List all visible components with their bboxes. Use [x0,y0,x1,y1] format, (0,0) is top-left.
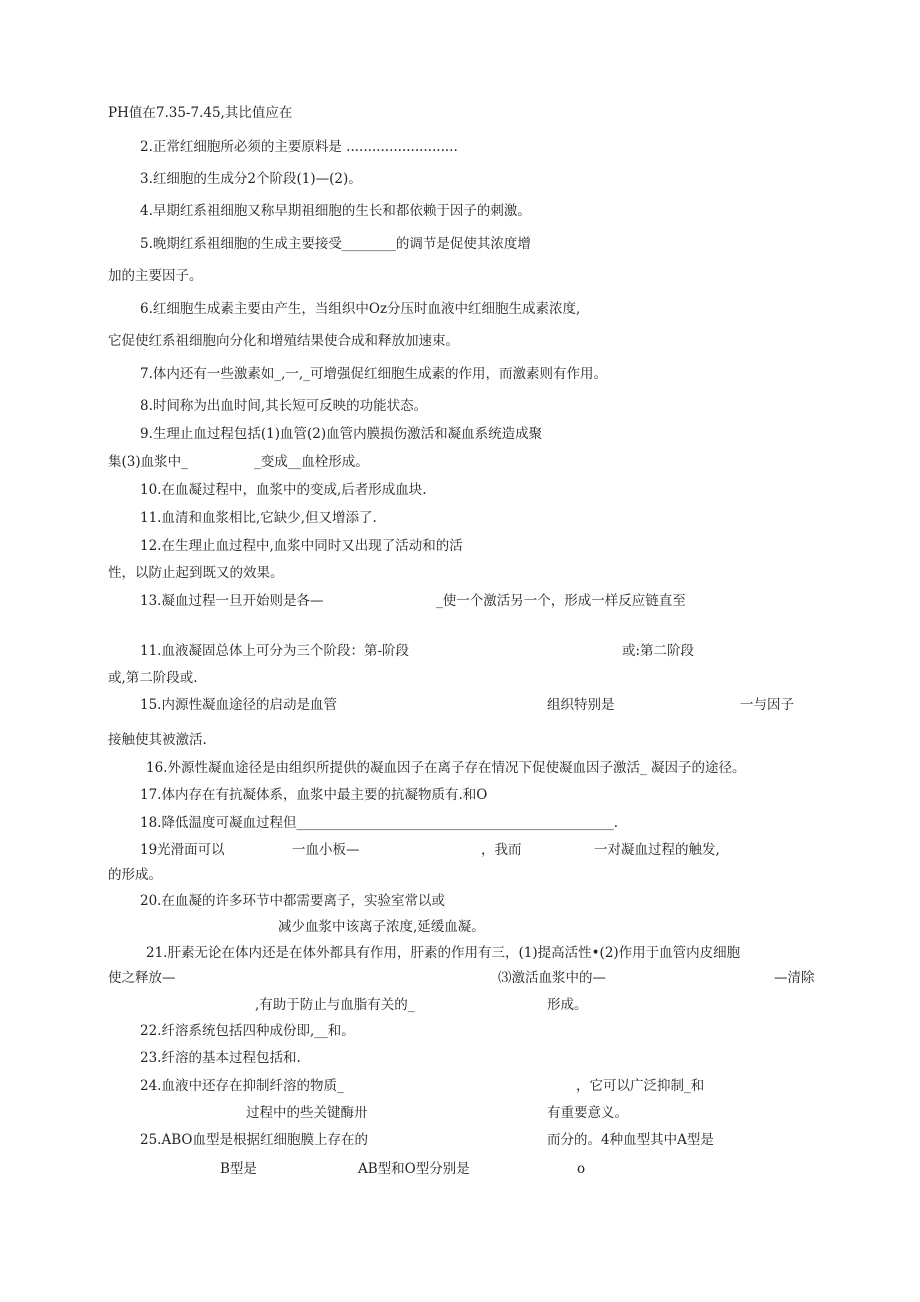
text-line: 集(3)血浆中_ [108,454,188,470]
text-line: ⑶激活血浆中的— [498,970,606,986]
text-line: 19光滑面可以 [140,842,225,858]
text-line: 4.早期红系祖细胞又称早期祖细胞的生长和都依赖于因子的刺激。 [140,203,531,219]
text-line: 9.生理止血过程包括(1)血管(2)血管内膜损伤激活和凝血系统造成聚 [140,426,543,442]
text-line: 20.在血凝的许多环节中都需要离子，实验室常以或 [140,893,445,909]
text-line: 一与因子 [740,697,794,713]
text-line: 24.血液中还存在抑制纤溶的物质_ [140,1078,344,1094]
text-line: ,有助于防止与血脂有关的_ [255,997,415,1013]
text-line: 形成。 [547,997,588,1013]
text-line: 11.血清和血浆相比,它缺少,但又增添了. [140,510,377,526]
text-line: 5.晚期红系祖细胞的生成主要接受________的调节是促使其浓度增 [140,236,531,252]
text-line: 而分的。4种血型其中A型是 [547,1132,714,1148]
text-line: 6.红细胞生成素主要由产生，当组织中Oz分压时血液中红细胞生成素浓度, [140,301,581,317]
text-line: 有重要意义。 [547,1105,628,1121]
text-line: 使之释放— [108,970,176,986]
text-line: 组织特别是 [547,697,615,713]
text-line: PH值在7.35-7.45,其比值应在 [108,105,293,121]
text-line: 的形成。 [108,867,162,883]
text-line: ，我而 [481,842,522,858]
text-line: 接触使其被激活. [108,732,207,748]
text-line: _使一个激活另一个，形成一样反应链直至 [436,593,686,609]
text-line: 3.红细胞的生成分2个阶段(1)—(2)。 [140,171,362,187]
text-line: 22.纤溶系统包括四种成份即,__和。 [140,1023,355,1039]
text-line: —清除 [774,970,815,986]
text-line: 15.内源性凝血途径的启动是血管 [140,697,337,713]
text-line: 23.纤溶的基本过程包括和. [140,1050,301,1066]
text-line: 18.降低温度可凝血过程但_______________________________________________. [140,815,619,831]
text-line: 减少血浆中该离子浓度,延缓血凝。 [278,919,485,935]
text-line: 一血小板— [292,842,360,858]
text-line: ，它可以广泛抑制_和 [576,1078,705,1094]
text-line: 性，以防止起到既又的效果。 [108,565,284,581]
text-line: AB型和O型分别是 [358,1161,470,1177]
text-line: B型是 [220,1161,257,1177]
text-line: 2.正常红细胞所必须的主要原料是 .......................... [140,139,458,155]
text-line: 7.体内还有一些激素如_,一,_可增强促红细胞生成素的作用，而激素则有作用。 [140,366,607,382]
text-line: 8.时间称为出血时间,其长短可反映的功能状态。 [140,398,428,414]
text-line: 13.凝血过程一旦开始则是各— [140,593,324,609]
text-line: 25.ABO血型是根据红细胞膜上存在的 [140,1132,368,1148]
text-line: 10.在血凝过程中，血浆中的变成,后者形成血块. [140,482,427,498]
text-line: 11.血液凝固总体上可分为三个阶段：第-阶段 [140,643,410,659]
text-line: 17.体内存在有抗凝体系，血浆中最主要的抗凝物质有.和O [140,787,488,803]
text-line: 或:第二阶段 [622,643,695,659]
text-line: 加的主要因子。 [108,268,203,284]
text-line: o [577,1161,586,1177]
text-line: 或,第二阶段或. [108,670,198,686]
text-line: 16.外源性凝血途径是由组织所提供的凝血因子在离子存在情况下促使凝血因子激活_ 凝因子的途径。 [146,760,746,776]
text-line: 它促使红系祖细胞向分化和增殖结果使合成和释放加速束。 [108,333,459,349]
text-line: 12.在生理止血过程中,血浆中同时又出现了活动和的活 [140,538,463,554]
text-line: 21.肝素无论在体内还是在体外都具有作用，肝素的作用有三，(1)提高活性•(2)作用于血管内皮细胞 [146,945,741,961]
text-line: 过程中的些关键酶卅 [246,1105,368,1121]
text-line: _变成__血栓形成。 [254,454,369,470]
text-line: 一对凝血过程的触发, [594,842,720,858]
